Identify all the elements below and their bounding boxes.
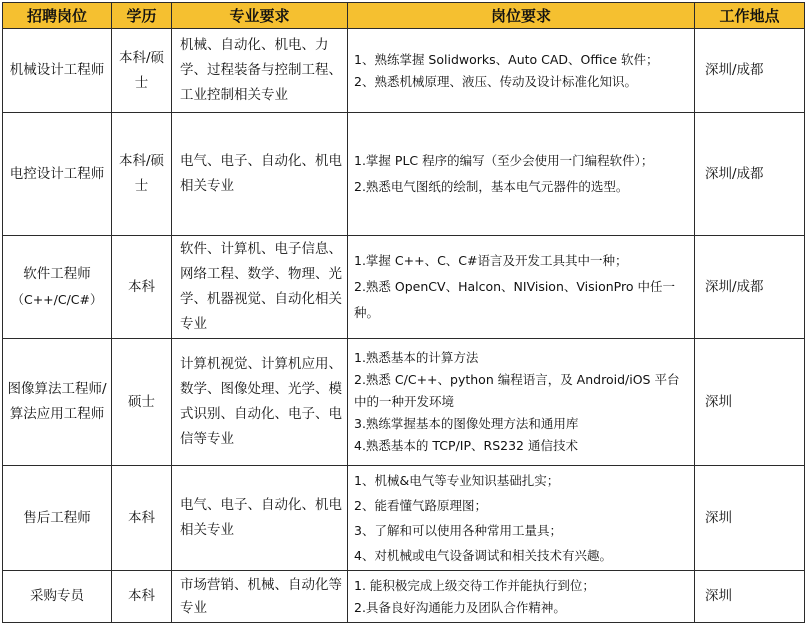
position-text: 图像算法工程师/算法应用工程师 — [7, 381, 107, 422]
position-text: 软件工程师 — [23, 266, 91, 282]
major-cell: 电气、电子、自动化、机电相关专业 — [172, 466, 348, 571]
education-text: 本科/硕士 — [118, 153, 165, 194]
location-cell: 深圳 — [695, 466, 805, 571]
position-text: 电控设计工程师 — [9, 165, 105, 182]
table-header-row — [3, 3, 805, 29]
position-cell — [3, 113, 112, 236]
requirements-cell — [348, 339, 695, 466]
education-text: 本科/硕士 — [118, 49, 165, 91]
requirements-cell — [348, 466, 695, 571]
requirement-line: 2.熟悉 OpenCV、Halcon、NIVision、VisionPro 中任一种。 — [354, 279, 675, 320]
table-row — [3, 113, 805, 236]
requirement-line: 2.具备良好沟通能力及团队合作精神。 — [354, 599, 566, 615]
header-requirements: 岗位要求 — [348, 3, 695, 29]
location-cell: 深圳 — [695, 571, 805, 623]
education-cell — [112, 29, 172, 113]
position-cell: 售后工程师 — [3, 466, 112, 571]
requirement-line: 1、机械&电气等专业知识基础扎实； — [354, 473, 560, 488]
position-cell — [3, 236, 112, 339]
major-cell: 机械、自动化、机电、力学、过程装备与控制工程、工业控制相关专业 — [172, 29, 348, 113]
major-cell: 电气、电子、自动化、机电相关专业 — [172, 113, 348, 236]
requirement-line: 3、了解和可以使用各种常用工量具； — [354, 523, 562, 538]
position-cell — [3, 29, 112, 113]
requirements-cell — [348, 29, 695, 113]
requirement-line: 1.熟悉基本的计算方法 — [354, 350, 479, 365]
requirements-cell — [348, 113, 695, 236]
requirement-line: 1. 能积极完成上级交待工作并能执行到位； — [354, 577, 595, 593]
education-cell: 硕士 — [112, 339, 172, 466]
education-cell — [112, 113, 172, 236]
table-row — [3, 236, 805, 339]
major-cell: 软件、计算机、电子信息、网络工程、数学、物理、光学、机器视觉、自动化相关专业 — [172, 236, 348, 339]
requirement-line: 1、熟练掌握 Solidworks、Auto CAD、Office 软件； — [354, 51, 659, 67]
location-cell: 深圳/成都 — [695, 113, 805, 236]
recruitment-table — [2, 2, 805, 623]
requirement-line: 1.掌握 C++、C、C#语言及开发工具其中一种； — [354, 253, 628, 268]
requirement-line: 4.熟悉基本的 TCP/IP、RS232 通信技术 — [354, 438, 578, 453]
position-cell: 采购专员 — [3, 571, 112, 623]
header-location: 工作地点 — [695, 3, 805, 29]
header-education: 学历 — [112, 3, 172, 29]
requirement-line: 2.熟悉 C/C++、python 编程语言，及 Android/iOS 平台中的一种开发环境 — [354, 372, 680, 409]
major-cell: 计算机视觉、计算机应用、数学、图像处理、光学、模式识别、自动化、电子、电信等专业 — [172, 339, 348, 466]
requirement-line: 2.熟悉电气图纸的绘制，基本电气元器件的选型。 — [354, 179, 629, 194]
requirement-line: 2、能看懂气路原理图； — [354, 498, 487, 513]
header-major: 专业要求 — [172, 3, 348, 29]
table-row — [3, 339, 805, 466]
requirements-cell — [348, 236, 695, 339]
education-cell: 本科 — [112, 571, 172, 623]
table-row — [3, 29, 805, 113]
position-cell — [3, 339, 112, 466]
location-cell: 深圳/成都 — [695, 236, 805, 339]
table-row — [3, 466, 805, 571]
location-cell: 深圳 — [695, 339, 805, 466]
header-position: 招聘岗位 — [3, 3, 112, 29]
location-cell: 深圳/成都 — [695, 29, 805, 113]
requirement-line: 2、熟悉机械原理、液压、传动及设计标准化知识。 — [354, 73, 637, 89]
education-cell: 本科 — [112, 236, 172, 339]
position-subtext: （C++/C/C#） — [11, 292, 103, 307]
table-row — [3, 571, 805, 623]
requirements-cell — [348, 571, 695, 623]
requirement-line: 3.熟练掌握基本的图像处理方法和通用库 — [354, 416, 579, 431]
education-cell: 本科 — [112, 466, 172, 571]
requirement-line: 4、对机械或电气设备调试和相关技术有兴趣。 — [354, 548, 612, 563]
major-cell: 市场营销、机械、自动化等专业 — [172, 571, 348, 623]
requirement-line: 1.掌握 PLC 程序的编写（至少会使用一门编程软件）； — [354, 153, 654, 168]
position-text: 机械设计工程师 — [9, 62, 105, 78]
